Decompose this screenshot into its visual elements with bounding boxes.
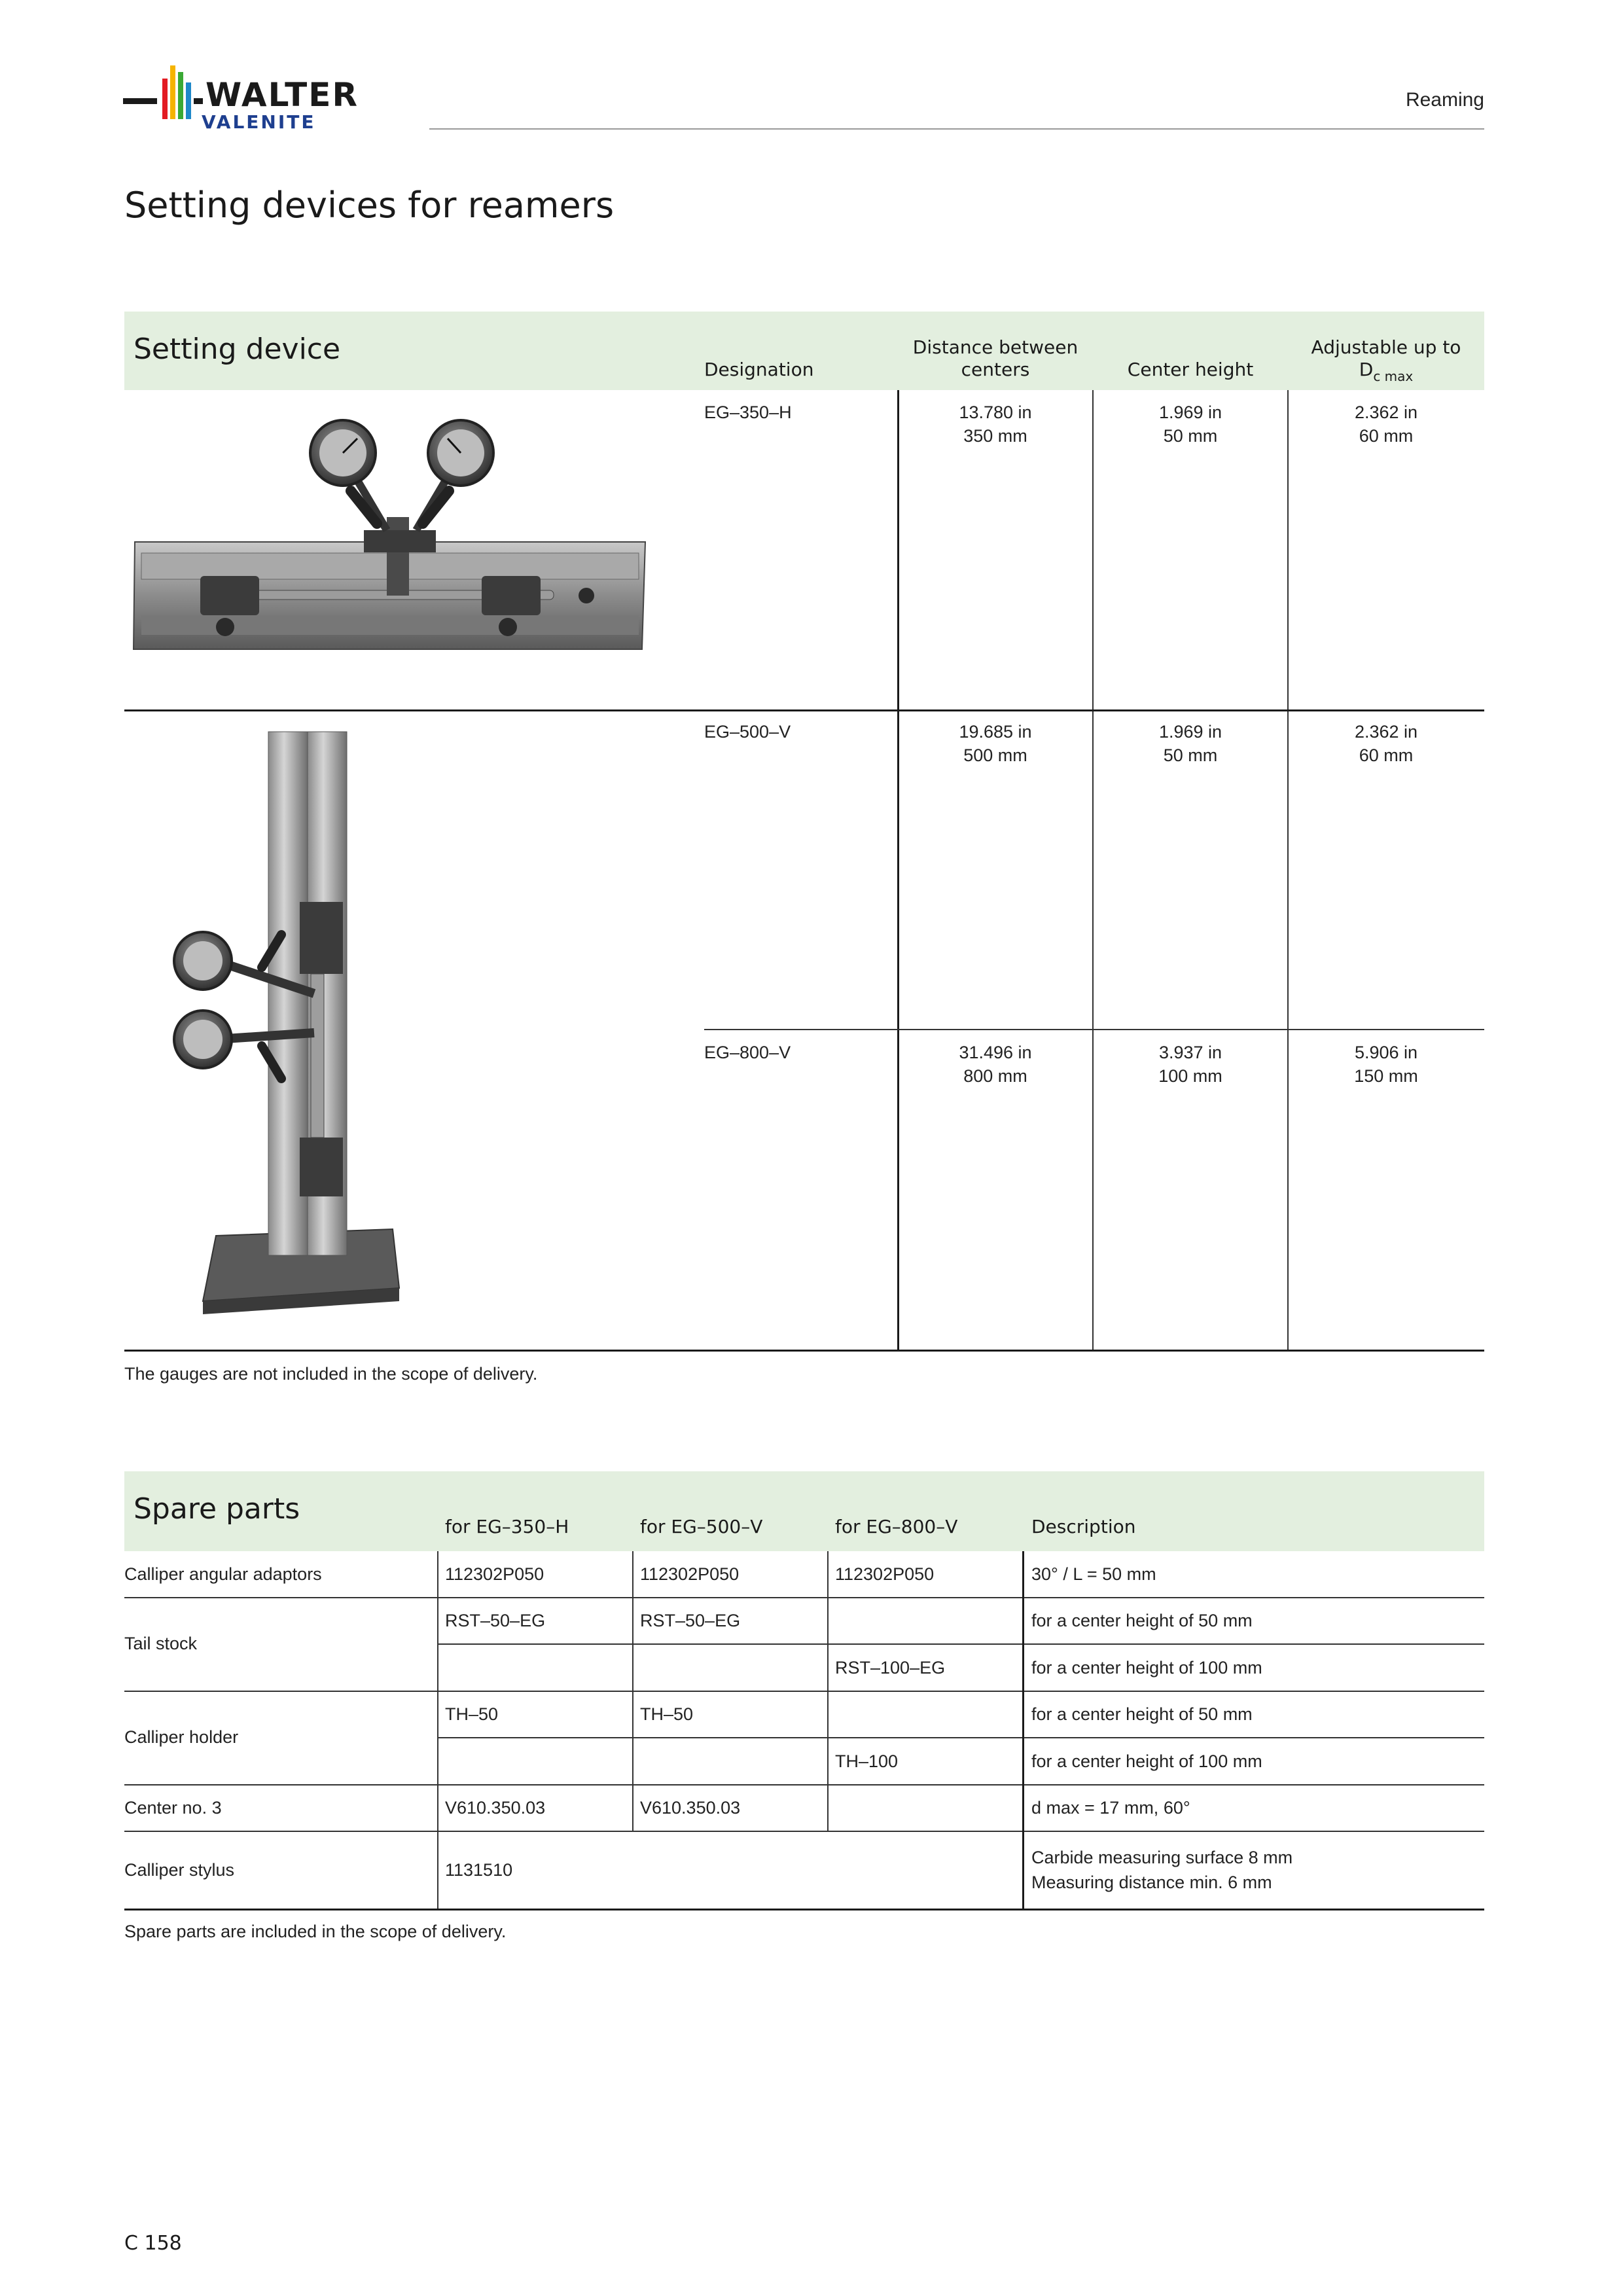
col-separator (897, 390, 899, 1351)
part-number: TH–50 (445, 1704, 499, 1724)
height-cell (1093, 720, 1288, 767)
spare-parts-bottom-rule (124, 1909, 1484, 1910)
part-description: for a center height of 50 mm (1031, 1611, 1253, 1630)
height-in: 3.937 in (1158, 1043, 1222, 1062)
col-separator (632, 1551, 633, 1831)
adjust-mm: 60 mm (1359, 426, 1414, 446)
col-for-eg350h: for EG–350–H (445, 1516, 569, 1537)
row-separator (124, 1831, 1484, 1832)
description-line: Carbide measuring surface 8 mm (1031, 1848, 1293, 1867)
adjust-in: 2.362 in (1354, 403, 1418, 422)
part-description: for a center height of 100 mm (1031, 1658, 1262, 1677)
adjust-cell (1288, 401, 1484, 448)
col-distance-line2: centers (961, 359, 1030, 380)
part-description: for a center height of 100 mm (1031, 1751, 1262, 1771)
col-separator (827, 1551, 829, 1831)
part-description: for a center height of 50 mm (1031, 1704, 1253, 1724)
part-tail-stock: Tail stock (124, 1634, 198, 1653)
col-for-eg500v: for EG–500–V (640, 1516, 763, 1537)
height-mm: 100 mm (1158, 1066, 1222, 1086)
part-description: 30° / L = 50 mm (1031, 1564, 1156, 1584)
part-number: TH–50 (640, 1704, 694, 1724)
col-distance (898, 336, 1093, 381)
col-description: Description (1031, 1516, 1136, 1537)
part-number: 112302P050 (445, 1564, 544, 1584)
row-separator (124, 1784, 1484, 1785)
col-adjustable-line2 (1288, 359, 1484, 382)
designation-eg800v: EG–800–V (704, 1043, 791, 1062)
height-cell (1093, 401, 1288, 448)
setting-device-title: Setting device (134, 332, 341, 366)
row-separator (438, 1643, 1484, 1645)
height-in: 1.969 in (1158, 403, 1222, 422)
adjust-in: 2.362 in (1354, 722, 1418, 742)
distance-mm: 800 mm (963, 1066, 1027, 1086)
col-designation: Designation (704, 359, 814, 380)
distance-cell (898, 720, 1093, 767)
part-number: TH–100 (835, 1751, 899, 1771)
adjust-mm: 150 mm (1354, 1066, 1418, 1086)
row-separator (704, 1029, 1484, 1030)
part-calliper-stylus: Calliper stylus (124, 1860, 235, 1880)
distance-in: 19.685 in (959, 722, 1032, 742)
height-in: 1.969 in (1158, 722, 1222, 742)
part-number: RST–100–EG (835, 1658, 946, 1677)
row-separator (438, 1737, 1484, 1738)
logo-top-text: WALTER (205, 76, 359, 114)
height-mm: 50 mm (1163, 426, 1218, 446)
header-divider (429, 128, 1484, 130)
part-calliper-holder: Calliper holder (124, 1727, 239, 1747)
distance-cell (898, 1041, 1093, 1088)
horizontal-setting-device-image (128, 419, 652, 661)
description-line: Measuring distance min. 6 mm (1031, 1873, 1272, 1892)
part-number: 112302P050 (640, 1564, 740, 1584)
part-number: RST–50–EG (640, 1611, 741, 1630)
walter-valenite-logo (123, 60, 404, 134)
col-adjustable-sub: c max (1373, 368, 1414, 384)
col-separator (1092, 390, 1094, 1351)
spare-parts-note: Spare parts are included in the scope of delivery. (124, 1922, 507, 1941)
part-number: 112302P050 (835, 1564, 935, 1584)
row-separator (124, 709, 1484, 711)
row-separator (124, 1597, 1484, 1598)
part-number: V610.350.03 (445, 1798, 546, 1818)
page-number: C 158 (124, 2232, 182, 2255)
col-separator (1287, 390, 1289, 1351)
adjust-cell (1288, 720, 1484, 767)
part-number: V610.350.03 (640, 1798, 741, 1818)
part-calliper-angular-adaptors: Calliper angular adaptors (124, 1564, 322, 1584)
part-number: RST–50–EG (445, 1611, 546, 1630)
distance-in: 31.496 in (959, 1043, 1032, 1062)
adjust-in: 5.906 in (1354, 1043, 1418, 1062)
distance-mm: 350 mm (963, 426, 1027, 446)
setting-device-note: The gauges are not included in the scope of delivery. (124, 1364, 538, 1384)
designation-eg500v: EG–500–V (704, 722, 791, 742)
distance-in: 13.780 in (959, 403, 1032, 422)
col-distance-line1: Distance between (912, 336, 1079, 358)
distance-mm: 500 mm (963, 745, 1027, 765)
adjust-cell (1288, 1041, 1484, 1088)
col-adjustable (1288, 336, 1484, 382)
col-adjustable-line1: Adjustable up to (1311, 336, 1461, 358)
height-cell (1093, 1041, 1288, 1088)
header-section-label: Reaming (1405, 89, 1484, 111)
designation-eg350h: EG–350–H (704, 403, 792, 422)
part-center-no3: Center no. 3 (124, 1798, 222, 1818)
col-for-eg800v: for EG–800–V (835, 1516, 958, 1537)
col-adjustable-main: D (1359, 359, 1374, 380)
col-center-height: Center height (1127, 359, 1254, 380)
part-description (1031, 1845, 1293, 1895)
height-mm: 50 mm (1163, 745, 1218, 765)
col-separator (437, 1551, 438, 1909)
part-description: d max = 17 mm, 60° (1031, 1798, 1190, 1818)
vertical-setting-device-image (164, 725, 412, 1327)
page-title: Setting devices for reamers (124, 185, 615, 226)
row-separator (124, 1691, 1484, 1692)
col-separator (1022, 1551, 1024, 1910)
adjust-mm: 60 mm (1359, 745, 1414, 765)
spare-parts-title: Spare parts (134, 1492, 300, 1526)
part-number: 1131510 (445, 1860, 513, 1880)
table-bottom-rule (124, 1350, 1484, 1352)
spare-parts-header (124, 1471, 1484, 1551)
distance-cell (898, 401, 1093, 448)
logo-bottom-text: VALENITE (202, 111, 316, 133)
